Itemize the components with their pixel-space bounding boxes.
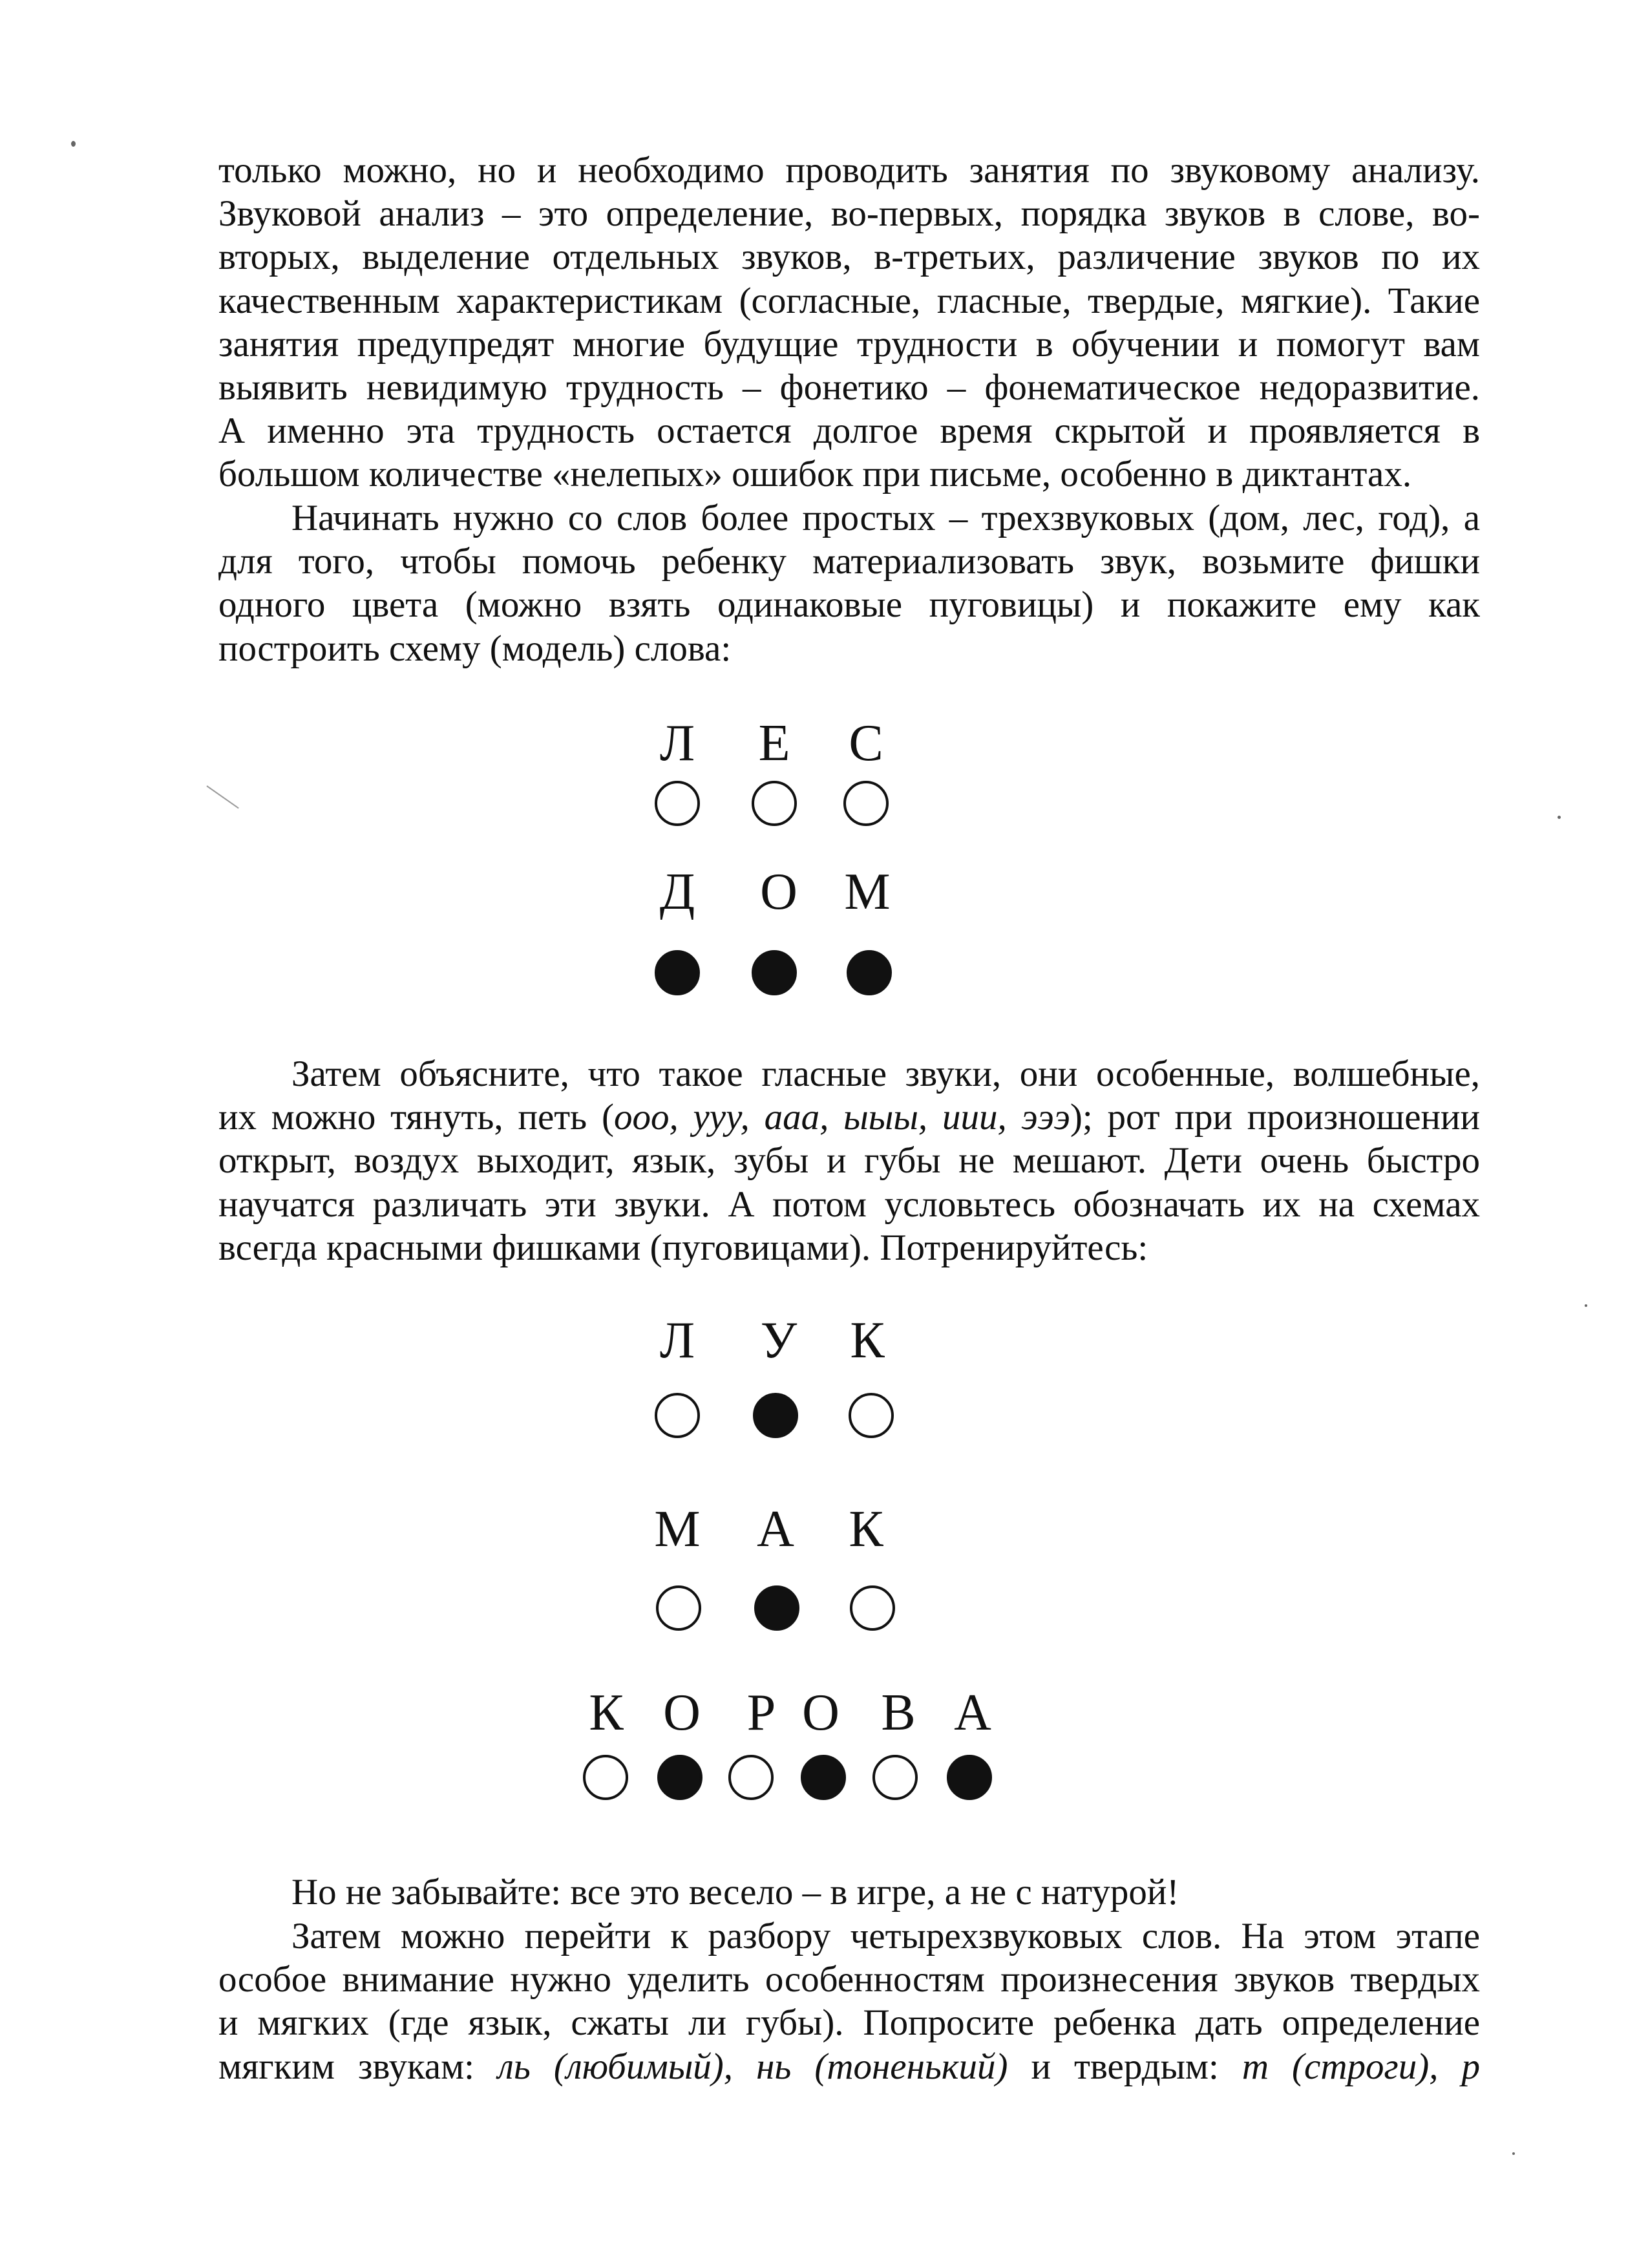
paragraph-2 <box>218 496 1480 670</box>
scan-speck <box>71 141 76 147</box>
letter: Л <box>659 715 695 772</box>
text-span: ); рот при произношении <box>1070 1097 1481 1138</box>
letter: К <box>850 1312 885 1369</box>
text-line: открыт, воздух выходит, язык, зубы и губы не мешают. Дети очень быстро <box>218 1140 1480 1182</box>
letter: Е <box>758 715 790 772</box>
sound-chip <box>843 781 889 826</box>
letter: Л <box>659 1312 695 1369</box>
sound-chip <box>947 1755 992 1800</box>
letter: О <box>760 864 798 920</box>
letter: С <box>849 715 883 772</box>
text-line: для того, чтобы помочь ребенку материализовать звук, возьмите фишки <box>218 541 1480 582</box>
sound-chip <box>872 1755 918 1800</box>
letter: А <box>757 1501 794 1558</box>
text-line: занятия предупредят многие будущие трудности в обучении и помогут вам <box>218 323 1480 365</box>
text-line <box>218 2045 1480 2088</box>
scan-speck <box>1558 816 1561 819</box>
sound-chip <box>850 1585 895 1631</box>
letter: Р <box>746 1684 776 1741</box>
letter: У <box>760 1312 798 1369</box>
sound-chip <box>657 1755 703 1800</box>
letter: А <box>954 1684 991 1741</box>
text-line <box>218 1096 1480 1139</box>
letter: К <box>589 1684 624 1741</box>
sound-chip <box>849 1393 894 1438</box>
text-line: выявить невидимую трудность – фонетико – фонематическое недоразвитие. <box>218 367 1480 408</box>
text-line: большом количестве «нелепых» ошибок при письме, особенно в диктантах. <box>218 454 1412 495</box>
sound-chip <box>754 1585 799 1631</box>
scan-speck <box>1585 1304 1587 1307</box>
letter: О <box>663 1684 701 1741</box>
text-span: и твердым: <box>1008 2046 1242 2087</box>
scan-speck <box>1512 2152 1515 2155</box>
paragraph-5 <box>218 1914 1480 2088</box>
text-line: только можно, но и необходимо проводить занятия по звуковому анализу. <box>218 150 1480 191</box>
sound-chip <box>656 1585 701 1631</box>
sound-chip <box>753 1393 798 1438</box>
letter: М <box>844 864 891 920</box>
sound-chip <box>655 1393 700 1438</box>
paragraph-4 <box>218 1871 1480 1914</box>
letter: О <box>802 1684 840 1741</box>
text-line: и мягких (где язык, сжаты ли губы). Попросите ребенка дать определение <box>218 2002 1480 2044</box>
sound-chip <box>847 950 892 995</box>
letter: Д <box>659 864 695 920</box>
text-line: Затем можно перейти к разбору четырехзвуковых слов. На этом этапе <box>291 1916 1480 1956</box>
paragraph-1 <box>218 149 1480 496</box>
text-line: построить схему (модель) слова: <box>218 628 732 669</box>
text-span: их можно тянуть, петь ( <box>218 1097 614 1138</box>
sound-chip <box>752 781 797 826</box>
sound-chip <box>728 1755 774 1800</box>
sound-chip <box>752 950 797 995</box>
text-line: Но не забывайте: все это весело – в игре, а не с натурой! <box>291 1872 1179 1913</box>
text-line: Начинать нужно со слов более простых – трехзвуковых (дом, лес, год), а <box>291 498 1480 538</box>
text-line: Звуковой анализ – это определение, во-первых, порядка звуков в слове, во- <box>218 193 1480 235</box>
hard-sound-examples: т (строги), р <box>1241 2046 1480 2087</box>
text-span: мягким звукам: <box>218 2046 498 2087</box>
text-line: одного цвета (можно взять одинаковые пуговицы) и покажите ему как <box>218 584 1480 626</box>
sound-chip <box>655 781 700 826</box>
letter: М <box>654 1501 701 1558</box>
text-line: особое внимание нужно уделить особенностям произнесения звуков твердых <box>218 1959 1480 2000</box>
text-line: А именно эта трудность остается долгое время скрытой и проявляется в <box>218 410 1480 452</box>
vowel-examples: ооо, ууу, ааа, ыыы, иии, эээ <box>613 1097 1070 1138</box>
letter: В <box>881 1684 916 1741</box>
text-line: Затем объясните, что такое гласные звуки, они особенные, волшебные, <box>291 1054 1480 1094</box>
letter: К <box>849 1501 883 1558</box>
paragraph-3 <box>218 1052 1480 1269</box>
text-line: всегда красными фишками (пуговицами). Потренируйтесь: <box>218 1227 1148 1268</box>
text-line: научатся различать эти звуки. А потом условьтесь обозначать их на схемах <box>218 1183 1480 1225</box>
text-line: качественным характеристикам (согласные, гласные, твердые, мягкие). Такие <box>218 280 1480 321</box>
sound-chip <box>655 950 700 995</box>
text-line: вторых, выделение отдельных звуков, в-третьих, различение звуков по их <box>218 237 1480 278</box>
scan-mark <box>206 785 238 809</box>
sound-chip <box>801 1755 846 1800</box>
soft-sound-examples: ль (любимый), нь (тоненький) <box>498 2046 1008 2087</box>
sound-chip <box>583 1755 628 1800</box>
